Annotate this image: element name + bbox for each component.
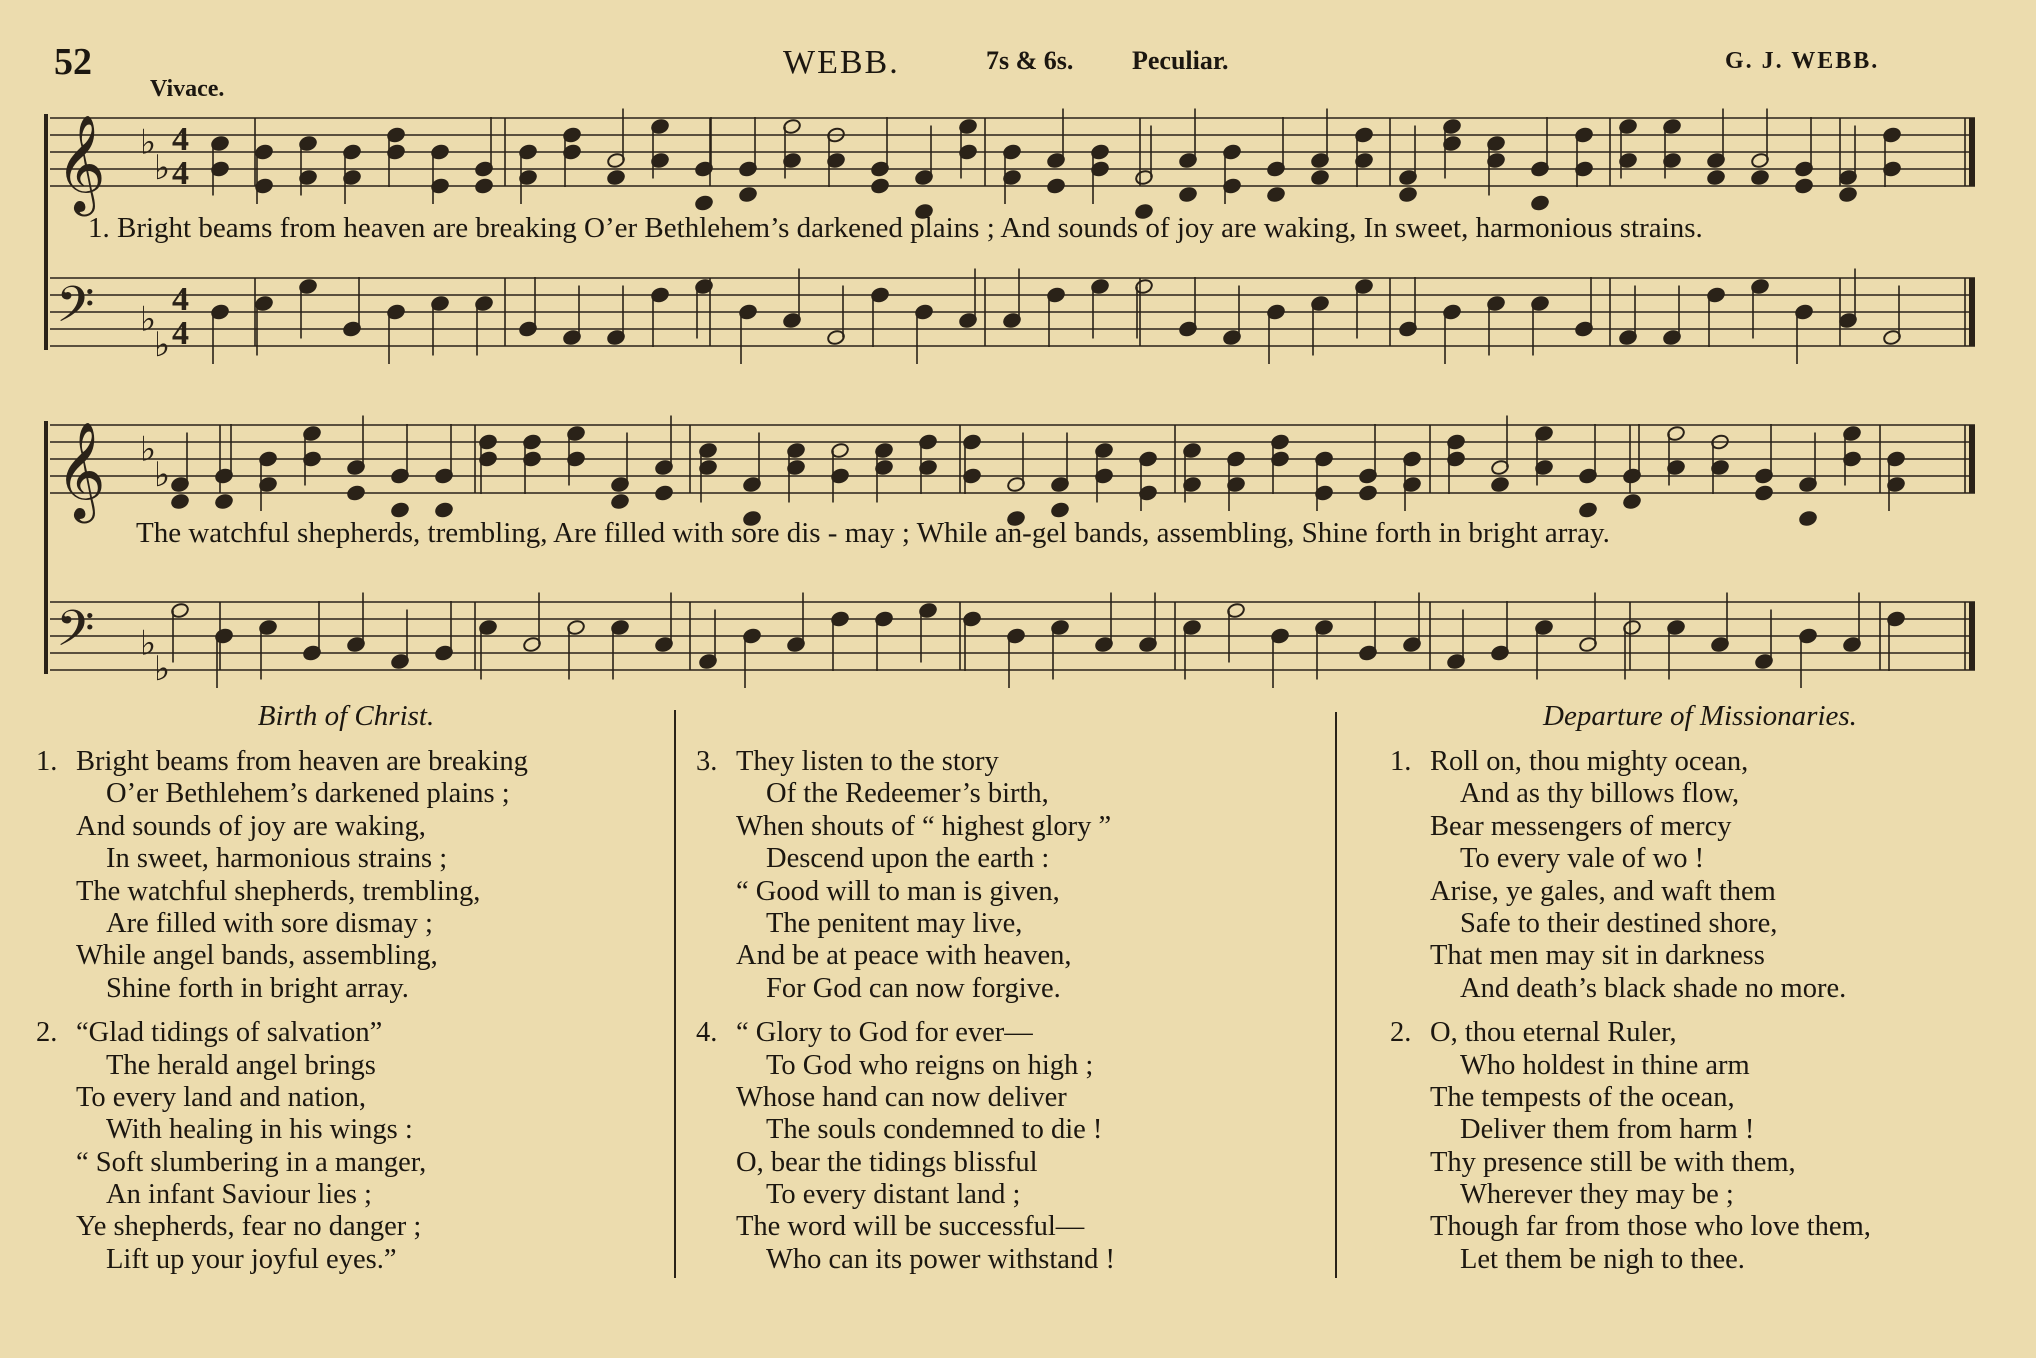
verse-line: “ Glory to God for ever— [736, 1017, 1033, 1049]
treble-clef-icon: 𝄞 [56, 421, 106, 519]
stanza-number: 2. [1390, 1017, 1412, 1049]
stanza-number: 1. [36, 746, 58, 777]
note-head [1310, 169, 1329, 186]
meter-note: Peculiar. [1132, 46, 1229, 75]
stanza-number: 2. [36, 1017, 58, 1049]
flat-sign-icon: ♭ [154, 649, 171, 689]
verse-line: To every vale of wo ! [1460, 843, 1705, 875]
note-head [694, 195, 713, 212]
note-head [1794, 178, 1813, 195]
note-head [870, 178, 889, 195]
flat-sign-icon: ♭ [154, 325, 171, 365]
note-head [434, 502, 453, 519]
flat-sign-icon: ♭ [140, 429, 157, 470]
note-head [1398, 186, 1417, 203]
column-divider [674, 710, 676, 1278]
stanza [36, 1017, 656, 1276]
time-signature-denominator: 4 [172, 155, 189, 192]
verse-line: Safe to their destined shore, [1460, 907, 1778, 939]
verse-line: Who holdest in thine arm [1460, 1049, 1750, 1081]
stanza-number: 1. [1390, 746, 1412, 777]
note-head [1706, 169, 1725, 186]
verse-line: Bear messengers of mercy [1430, 810, 1732, 842]
note-head [1050, 502, 1069, 519]
note-head [606, 169, 625, 186]
verse-line: To every distant land ; [766, 1179, 1021, 1211]
verse-line: While angel bands, assembling, [76, 940, 438, 972]
verse-line: Ye shepherds, fear no danger ; [76, 1211, 422, 1243]
verse-line: To God who reigns on high ; [766, 1049, 1094, 1081]
bass-clef-icon: 𝄢 [56, 600, 95, 670]
verse-line: For God can now forgive. [766, 972, 1061, 1004]
flat-sign-icon: ♭ [140, 623, 157, 664]
note-head [1750, 169, 1769, 186]
stanza [1390, 746, 2010, 1005]
stanza [696, 746, 1316, 1005]
verse-line: Shine forth in bright array. [106, 972, 409, 1004]
verse-line: Descend upon the earth : [766, 843, 1050, 875]
tempo-marking: Vivace. [150, 76, 225, 102]
column-heading: Departure of Missionaries. [1543, 700, 1857, 732]
verse-line: Whose hand can now deliver [736, 1081, 1067, 1113]
verse-line: That men may sit in darkness [1430, 940, 1765, 972]
stanza-number: 3. [696, 746, 718, 777]
verse-line: O, thou eternal Ruler, [1430, 1017, 1677, 1049]
flat-sign-icon: ♭ [154, 148, 171, 188]
flat-sign-icon: ♭ [140, 122, 157, 163]
stanza [696, 1017, 1316, 1276]
note-head [1358, 485, 1377, 502]
note-head [1178, 186, 1197, 203]
note-head [1266, 186, 1285, 203]
treble-clef-icon: 𝄞 [56, 114, 106, 212]
verse-line: Thy presence still be with them, [1430, 1146, 1796, 1178]
note-head [610, 493, 629, 510]
stanza [1390, 1017, 2010, 1276]
note-head [1530, 195, 1549, 212]
verse-line: Let them be nigh to thee. [1460, 1243, 1745, 1275]
verse-line: Deliver them from harm ! [1460, 1114, 1755, 1146]
note-head [390, 502, 409, 519]
note-head [1754, 485, 1773, 502]
verse-line: O, bear the tidings blissful [736, 1146, 1038, 1178]
lyrics-system-1: 1. Bright beams from heaven are breaking O’er Bethlehem’s darkened plains ; And sounds of joy are waking, In sweet, harmonious strains. [88, 212, 1703, 244]
stanza-number: 4. [696, 1017, 718, 1049]
stanza [36, 746, 656, 1005]
verse-line: To every land and nation, [76, 1081, 367, 1113]
note-head [1046, 178, 1065, 195]
hymn-title: WEBB. [783, 44, 900, 81]
note-head [170, 493, 189, 510]
column-departure-of-missionaries [1390, 700, 2010, 1288]
hymn-meter: 7s & 6s. [986, 46, 1074, 75]
verse-line: They listen to the story [736, 746, 999, 777]
verse-line: With healing in his wings : [106, 1114, 413, 1146]
note-head [654, 485, 673, 502]
verse-line: Roll on, thou mighty ocean, [1430, 746, 1749, 777]
note-head [738, 186, 757, 203]
verse-line: Wherever they may be ; [1460, 1179, 1734, 1211]
time-signature-denominator: 4 [172, 315, 189, 352]
verse-line: Though far from those who love them, [1430, 1211, 1871, 1243]
verse-line: The watchful shepherds, trembling, [76, 875, 481, 907]
page-number: 52 [54, 41, 92, 83]
verse-line: The souls condemned to die ! [766, 1114, 1103, 1146]
verse-line: Are filled with sore dismay ; [106, 907, 433, 939]
verse-line: And be at peace with heaven, [736, 940, 1072, 972]
note-head [1798, 510, 1817, 527]
verse-line: And sounds of joy are waking, [76, 810, 426, 842]
note-head [474, 178, 493, 195]
verse-line: “ Good will to man is given, [736, 875, 1060, 907]
note-head [1838, 186, 1857, 203]
column-heading [696, 700, 1316, 736]
column-divider [1335, 712, 1337, 1278]
bass-clef-icon: 𝄢 [56, 276, 95, 346]
verse-line: The word will be successful— [736, 1211, 1085, 1243]
verse-line: Lift up your joyful eyes.” [106, 1243, 397, 1275]
verse-line: Bright beams from heaven are breaking [76, 746, 528, 777]
verse-line: The herald angel brings [106, 1049, 376, 1081]
verse-line: The tempests of the ocean, [1430, 1081, 1735, 1113]
column-birth-of-christ [36, 700, 656, 1288]
time-signature-numerator: 4 [172, 121, 189, 158]
verse-line: Who can its power withstand ! [766, 1243, 1116, 1275]
verse-line: And death’s black shade no more. [1460, 972, 1847, 1004]
flat-sign-icon: ♭ [154, 455, 171, 495]
note-head [1490, 476, 1509, 493]
verse-line: The penitent may live, [766, 907, 1023, 939]
verse-line: In sweet, harmonious strains ; [106, 843, 448, 875]
composer-name: G. J. WEBB. [1725, 48, 1880, 74]
verse-line: Of the Redeemer’s birth, [766, 778, 1049, 810]
time-signature-numerator: 4 [172, 281, 189, 318]
note-head [1578, 502, 1597, 519]
column-middle [696, 700, 1316, 1288]
verse-line: Arise, ye gales, and waft them [1430, 875, 1776, 907]
note-head [1622, 493, 1641, 510]
note-head [346, 485, 365, 502]
verse-line: When shouts of “ highest glory ” [736, 810, 1112, 842]
lyrics-system-2: The watchful shepherds, trembling, Are filled with sore dis - may ; While an-gel bands, assembling, Shine forth in bright array. [136, 517, 1610, 549]
verse-line: “Glad tidings of salvation” [76, 1017, 383, 1049]
flat-sign-icon: ♭ [140, 299, 157, 340]
verse-line: And as thy billows flow, [1460, 778, 1740, 810]
note-head [214, 493, 233, 510]
column-heading: Birth of Christ. [257, 700, 435, 732]
verse-line: “ Soft slumbering in a manger, [76, 1146, 427, 1178]
verse-line: O’er Bethlehem’s darkened plains ; [106, 778, 510, 810]
verse-line: An infant Saviour lies ; [106, 1179, 372, 1211]
